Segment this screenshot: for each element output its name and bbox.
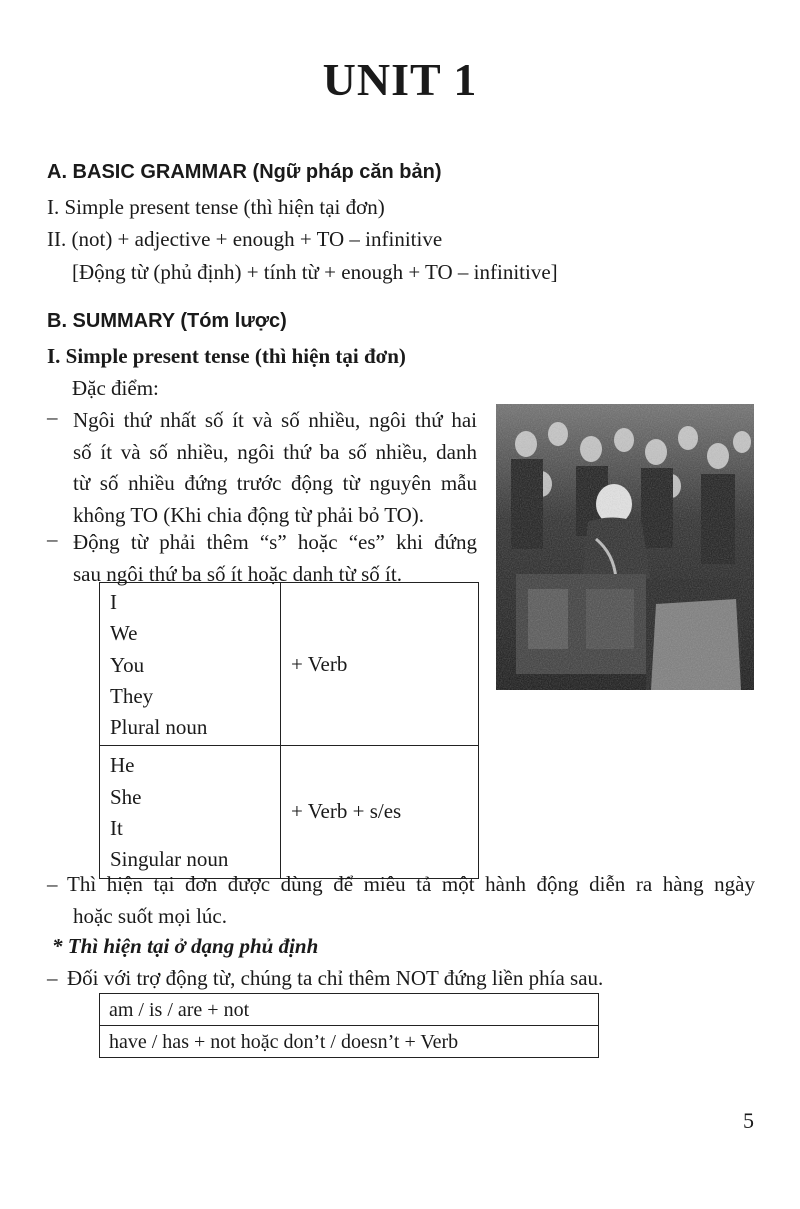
- pronoun: Plural noun: [110, 715, 208, 740]
- unit-title: UNIT 1: [322, 54, 478, 105]
- section-a-heading: A. BASIC GRAMMAR (Ngữ pháp căn bản): [47, 161, 442, 183]
- pronoun: I: [110, 590, 117, 614]
- negative-row-2: have / has + not hoặc don’t / doesn’t + Verb: [100, 1026, 599, 1058]
- pronoun: They: [110, 683, 154, 708]
- pronoun: We: [110, 621, 138, 646]
- bullet-2-line-2: sau ngôi thứ ba số ít hoặc danh từ số ít.: [73, 561, 402, 586]
- pronoun-cell: [100, 583, 281, 746]
- bullet-1-line-4: không TO (Khi chia động từ phải bỏ TO).: [73, 502, 425, 527]
- table-row: [100, 746, 479, 878]
- bullet-1-line-3: từ số nhiều đứng trước động từ nguyên mẫu: [73, 471, 477, 495]
- verb-form-cell: + Verb: [281, 583, 479, 746]
- bullet-1-line-2: số ít và số nhiều, ngôi thứ ba số nhiều, danh: [73, 439, 477, 464]
- negative-heading: * Thì hiện tại ở dạng phủ định: [52, 934, 319, 958]
- section-b-subheading: I. Simple present tense (thì hiện tại đơn): [47, 344, 406, 368]
- conjugation-table: [99, 582, 479, 879]
- pronoun-cell: [100, 746, 281, 878]
- pronoun: You: [110, 652, 145, 677]
- historical-photo: [496, 404, 754, 690]
- page-number: 5: [743, 1108, 754, 1133]
- table-row: [100, 994, 599, 1026]
- pronoun: He: [110, 753, 135, 778]
- bullet-3-line-2: hoặc suốt mọi lúc.: [73, 903, 227, 928]
- verb-form-cell: + Verb + s/es: [281, 746, 479, 878]
- negative-table: [99, 993, 599, 1058]
- bullet-dash: –: [47, 966, 58, 990]
- section-a-item-1: I. Simple present tense (thì hiện tại đơn): [47, 195, 385, 219]
- bullet-dash: –: [47, 872, 58, 896]
- negative-row-1: am / is / are + not: [100, 994, 599, 1026]
- bullet-2-line-1: Động từ phải thêm “s” hoặc “es” khi đứng: [73, 530, 477, 554]
- bullet-dash: –: [47, 405, 58, 429]
- bullet-dash: –: [47, 527, 58, 551]
- bullet-1-line-1: Ngôi thứ nhất số ít và số nhiều, ngôi thứ hai: [73, 408, 477, 432]
- features-label: Đặc điểm:: [72, 376, 159, 400]
- bullet-4-text: Đối với trợ động từ, chúng ta chỉ thêm NOT đứng liền phía sau.: [67, 966, 604, 990]
- bullet-3-line-1: Thì hiện tại đơn được dùng để miêu tả một hành động diễn ra hàng ngày: [67, 872, 755, 896]
- table-row: [100, 583, 479, 746]
- section-b-heading: B. SUMMARY (Tóm lược): [47, 310, 287, 332]
- pronoun: It: [110, 816, 123, 841]
- pronoun: Singular noun: [110, 847, 229, 872]
- section-a-item-2: II. (not) + adjective + enough + TO – infinitive: [47, 227, 443, 251]
- table-row: [100, 1026, 599, 1058]
- section-a-item-3: [Động từ (phủ định) + tính từ + enough + TO – infinitive]: [72, 260, 558, 284]
- pronoun: She: [110, 784, 142, 809]
